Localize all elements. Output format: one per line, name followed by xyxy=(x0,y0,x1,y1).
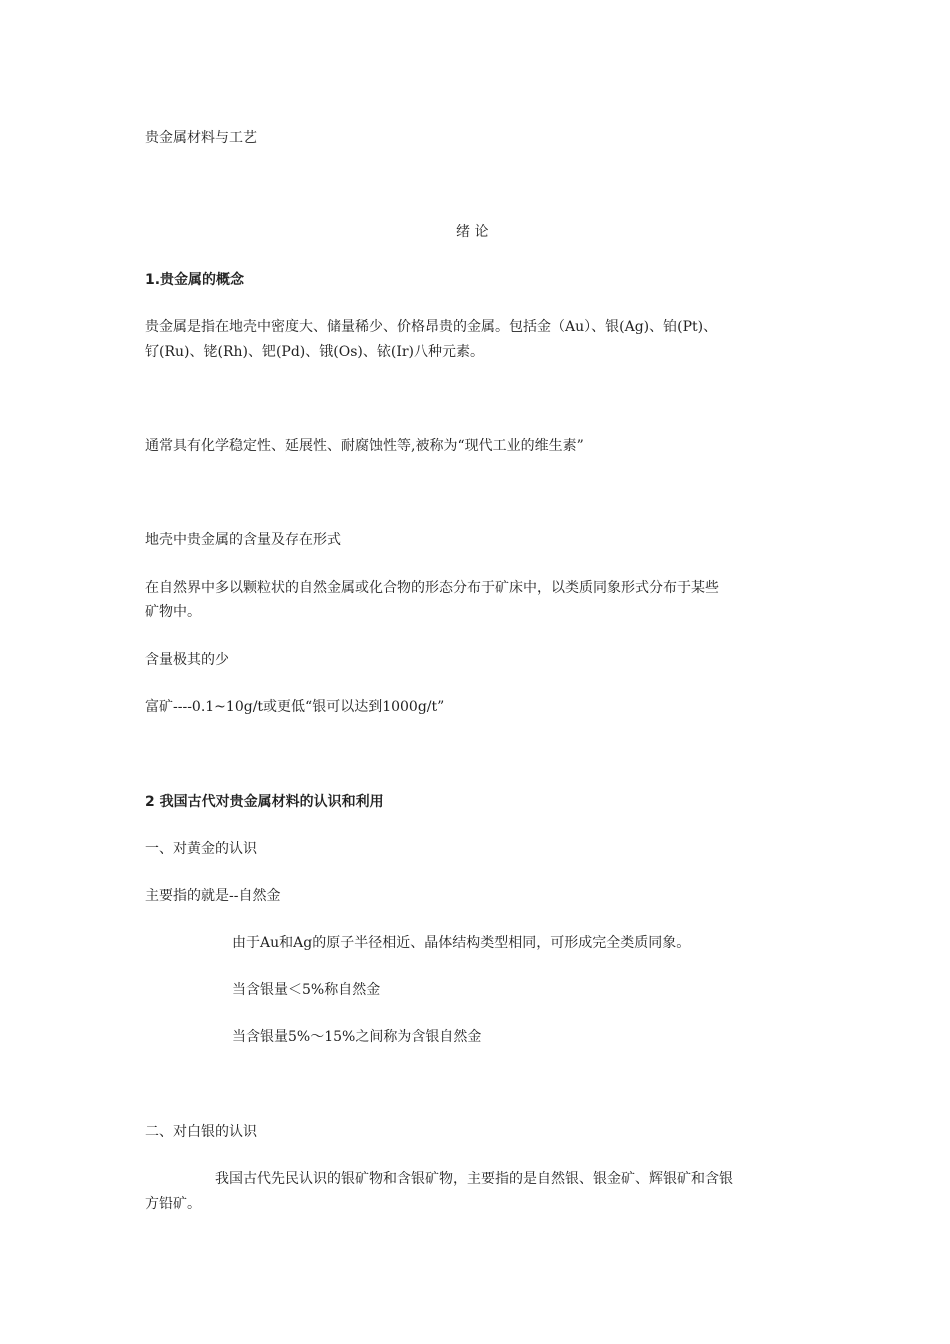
distribution-line-2: 矿物中。 xyxy=(145,604,201,620)
gold-point-3: 当含银量5%～15%之间称为含银自然金 xyxy=(232,1029,482,1045)
silver-heading: 二、对白银的认识 xyxy=(145,1124,257,1140)
intro-heading: 绪 论 xyxy=(456,224,489,240)
gold-point-2: 当含银量＜5%称自然金 xyxy=(232,982,381,998)
gold-point-1: 由于Au和Ag的原子半径相近、晶体结构类型相同，可形成完全类质同象。 xyxy=(232,935,691,951)
content-heading: 地壳中贵金属的含量及存在形式 xyxy=(145,532,341,548)
scarcity-paragraph: 含量极其的少 xyxy=(145,652,229,668)
properties-paragraph: 通常具有化学稳定性、延展性、耐腐蚀性等,被称为“现代工业的维生素” xyxy=(145,438,584,454)
definition-line-2: 钌(Ru)、铑(Rh)、钯(Pd)、锇(Os)、铱(Ir)八种元素。 xyxy=(145,344,485,360)
rich-ore-paragraph: 富矿----0.1~10g/t或更低“银可以达到1000g/t” xyxy=(145,699,445,715)
section1-heading: 1.贵金属的概念 xyxy=(145,272,245,288)
document-title: 贵金属材料与工艺 xyxy=(145,130,257,146)
gold-main-paragraph: 主要指的就是--自然金 xyxy=(145,888,281,904)
silver-line-2: 方铅矿。 xyxy=(145,1196,201,1212)
section2-heading: 2 我国古代对贵金属材料的认识和利用 xyxy=(145,794,384,810)
definition-line-1: 贵金属是指在地壳中密度大、储量稀少、价格昂贵的金属。包括金（Au）、银(Ag)、铂(Pt)、 xyxy=(145,319,718,335)
gold-heading: 一、对黄金的认识 xyxy=(145,841,257,857)
distribution-line-1: 在自然界中多以颗粒状的自然金属或化合物的形态分布于矿床中，以类质同象形式分布于某些 xyxy=(145,580,719,596)
silver-line-1: 我国古代先民认识的银矿物和含银矿物，主要指的是自然银、银金矿、辉银矿和含银 xyxy=(215,1171,733,1187)
